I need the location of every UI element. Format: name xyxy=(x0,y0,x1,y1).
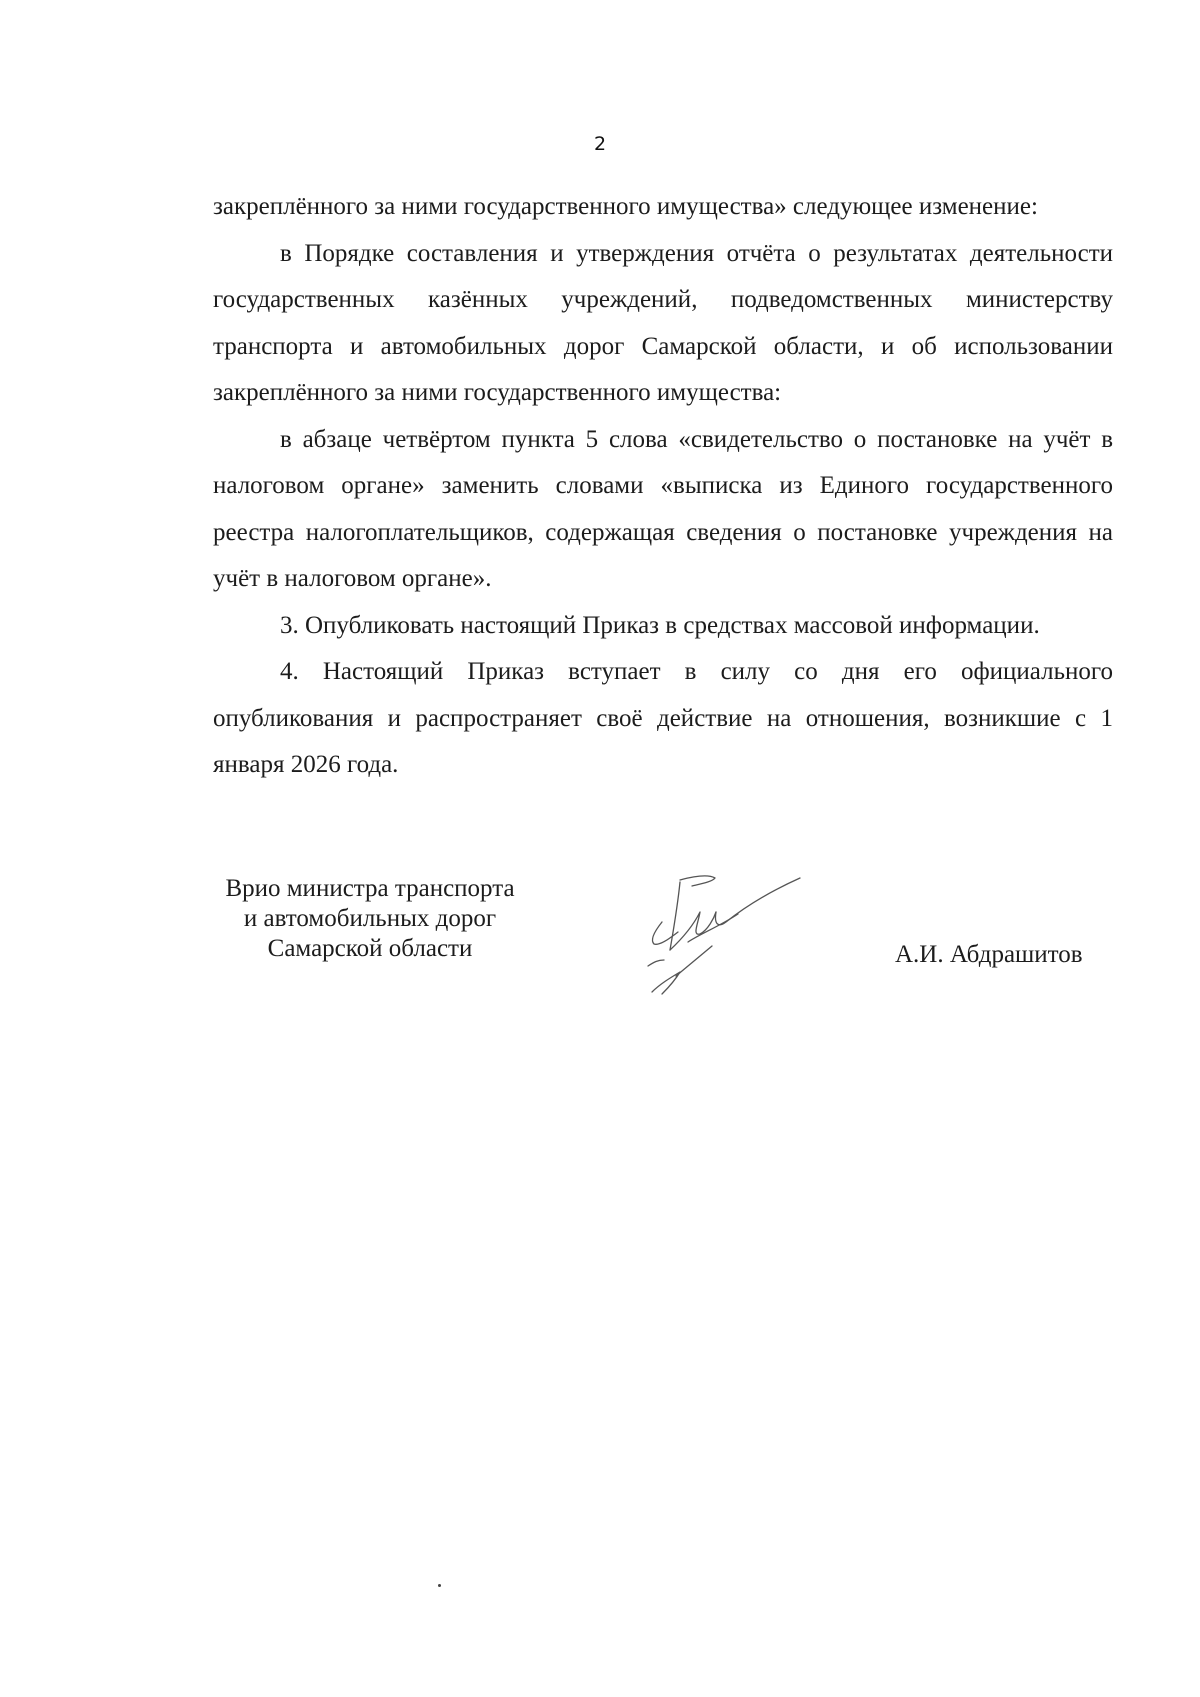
paragraph-item-3: 3. Опубликовать настоящий Приказ в средствах массовой информации. xyxy=(280,611,1040,639)
paragraph-continuation: закреплённого за ними государственного имущества» следующее изменение: xyxy=(213,193,1038,220)
scan-dot xyxy=(438,1584,441,1587)
paragraph-item-4: 4. Настоящий Приказ вступает в силу со дня его официального опубликования и распространяет своё действие на отношения, возникшие с 1 января 2026 года. xyxy=(213,658,1113,778)
signatory-name: А.И. Абдрашитов xyxy=(895,941,1083,968)
document-body xyxy=(213,184,1113,789)
page-number: 2 xyxy=(593,133,607,155)
paragraph-procedure: в Порядке составления и утверждения отчёта о результатах деятельности государственных казённых учреждений, подведомственных министерству транспорта и автомобильных дорог Самарской области, и об использовании закреплённого за ними государственного имущества: xyxy=(213,239,1113,406)
signatory-title-line: и автомобильных дорог xyxy=(243,905,497,932)
signatory-title-line: Самарской области xyxy=(267,935,473,962)
signatory-title-line: Врио министра транспорта xyxy=(225,875,515,902)
signatory-title xyxy=(200,874,540,964)
handwritten-signature xyxy=(640,872,810,1002)
paragraph-amendment: в абзаце четвёртом пункта 5 слова «свидетельство о постановке на учёт в налоговом органе» заменить словами «выписка из Единого государственного реестра налогоплательщиков, содержащая сведения о постановке учреждения на учёт в налоговом органе». xyxy=(213,425,1113,592)
